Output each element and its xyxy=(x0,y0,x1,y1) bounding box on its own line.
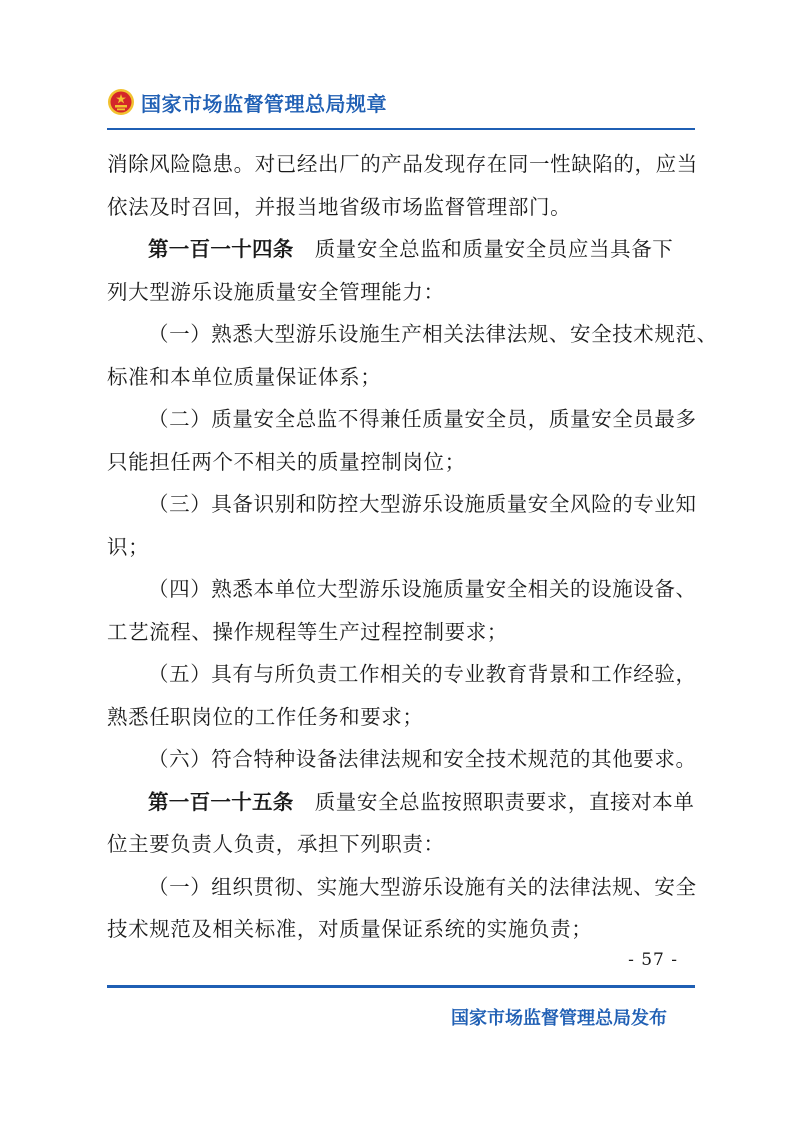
header-title: 国家市场监督管理总局规章 xyxy=(141,91,387,116)
text-line: 消除风险隐患。对已经出厂的产品发现存在同一性缺陷的，应当 xyxy=(107,152,698,176)
list-item-line: （一）熟悉大型游乐设施生产相关法律法规、安全技术规范、 xyxy=(148,322,718,346)
list-item-line: （三）具备识别和防控大型游乐设施质量安全风险的专业知 xyxy=(148,492,697,516)
document-body xyxy=(107,143,718,951)
text-line: 依法及时召回，并报当地省级市场监督管理部门。 xyxy=(107,194,572,219)
text-line: 列大型游乐设施质量安全管理能力： xyxy=(107,279,445,304)
footer-publisher: 国家市场监督管理总局发布 xyxy=(451,1008,667,1029)
header-divider xyxy=(107,128,695,130)
list-item-line: （四）熟悉本单位大型游乐设施质量安全相关的设施设备、 xyxy=(148,577,697,601)
text-line: 识； xyxy=(107,534,150,559)
text-line: 标准和本单位质量保证体系； xyxy=(107,364,382,389)
text-line: 技术规范及相关标准，对质量保证系统的实施负责； xyxy=(107,917,593,941)
article-number: 第一百一十四条 xyxy=(148,237,294,261)
page-header xyxy=(107,82,387,122)
list-item-line: （二）质量安全总监不得兼任质量安全员，质量安全员最多 xyxy=(148,407,697,431)
article-heading-line: 第一百一十五条 质量安全总监按照职责要求，直接对本单 xyxy=(148,789,695,814)
list-item-line: （五）具有与所负责工作相关的专业教育背景和工作经验， xyxy=(148,662,697,686)
national-emblem-icon xyxy=(107,88,135,116)
article-number: 第一百一十五条 xyxy=(148,789,294,814)
article-heading-line: 第一百一十四条 质量安全总监和质量安全员应当具备下 xyxy=(148,237,674,261)
text-line: 工艺流程、操作规程等生产过程控制要求； xyxy=(107,619,508,644)
list-item-line: （一）组织贯彻、实施大型游乐设施有关的法律法规、安全 xyxy=(148,874,697,899)
footer-divider xyxy=(107,985,695,988)
list-item-line: （六）符合特种设备法律法规和安全技术规范的其他要求。 xyxy=(148,747,697,771)
page-number: - 57 - xyxy=(628,950,678,970)
text-line: 熟悉任职岗位的工作任务和要求； xyxy=(107,704,424,729)
text-line: 位主要负责人负责，承担下列职责： xyxy=(107,832,445,856)
text-line: 只能担任两个不相关的质量控制岗位； xyxy=(107,449,466,474)
